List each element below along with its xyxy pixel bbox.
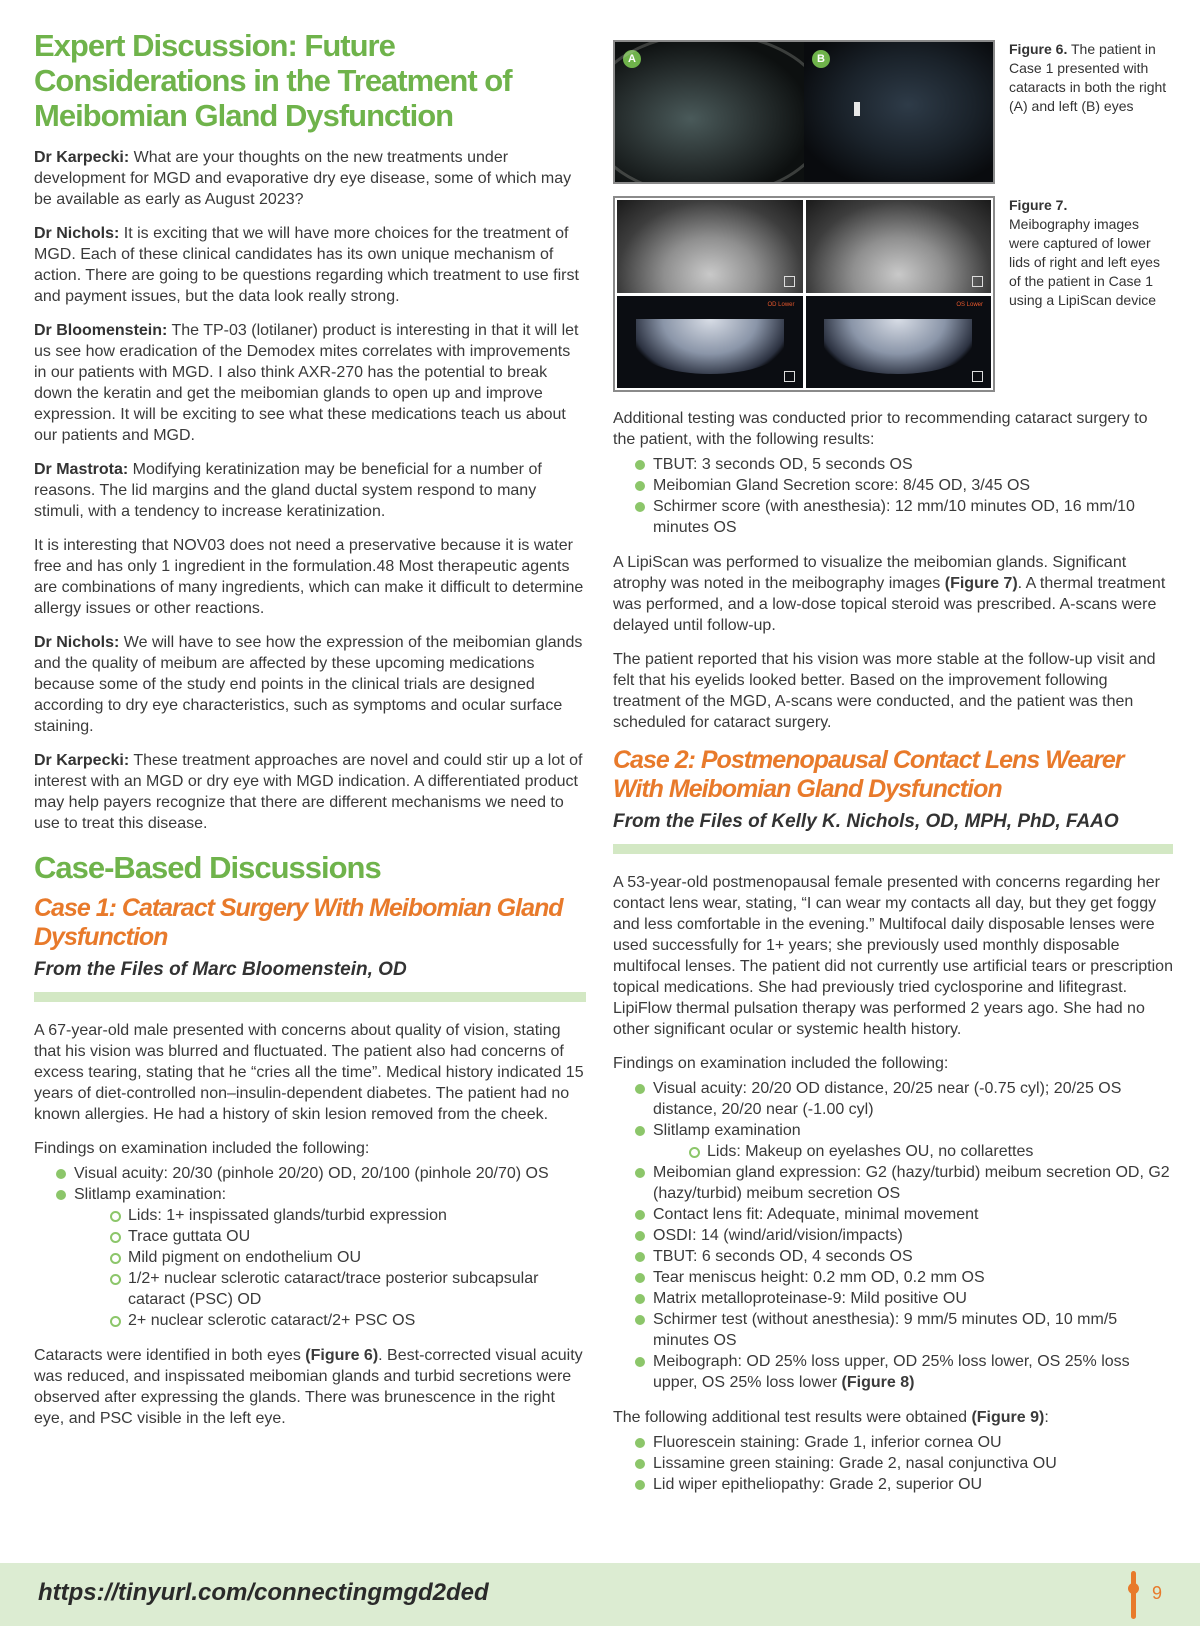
- sub-list-item: Mild pigment on endothelium OU: [110, 1247, 586, 1268]
- sub-list-item: Trace guttata OU: [110, 1226, 586, 1247]
- left-column: [34, 28, 586, 1442]
- sub-list-item: Lids: 1+ inspissated glands/turbid expression: [110, 1205, 586, 1226]
- list-item: Slitlamp examination Lids: Makeup on eyelashes OU, no collarettes: [635, 1120, 1173, 1162]
- speaker-name: Dr Karpecki:: [34, 149, 130, 166]
- figure-reference: (Figure 9): [971, 1409, 1045, 1426]
- figure-reference: (Figure 6): [305, 1347, 379, 1364]
- discussion-paragraph: Dr Nichols: It is exciting that we will have more choices for the treatment of MGD. Each of these clinical candidates has its own unique mechanism of action. There are going to be questions regarding which treatment to use first and payment issues, but the data look really strong.: [34, 225, 579, 305]
- brand-mark-icon: [1131, 1571, 1136, 1619]
- list-item: Visual acuity: 20/30 (pinhole 20/20) OD, 20/100 (pinhole 20/70) OS: [56, 1163, 586, 1184]
- list-item: Schirmer test (without anesthesia): 9 mm/5 minutes OD, 10 mm/5 minutes OS: [635, 1309, 1173, 1351]
- list-item: Matrix metalloproteinase-9: Mild positive OU: [635, 1288, 1173, 1309]
- figure-reference: (Figure 8): [841, 1374, 915, 1391]
- list-item: Lissamine green staining: Grade 2, nasal conjunctiva OU: [635, 1453, 1173, 1474]
- eye-photo-left: [804, 42, 993, 182]
- badge-b: B: [812, 50, 830, 68]
- case-intro: A 53-year-old postmenopausal female presented with concerns regarding her contact lens wear, stating, “I can wear my contacts all day, but they get foggy and less comfortable in the evening.” Multifocal daily disposable lenses were used successfully for 1+ years; she previously used monthly disposable multifocal lenses. The patient did not currently use artificial tears or prescription topical medications. She had previously tried cyclosporine and lifitegrast. LipiFlow thermal pulsation therapy was performed 2 years ago. She had no other significant ocular or systemic health history.: [613, 874, 1173, 1038]
- lipiscan-paragraph: A LipiScan was performed to visualize the meibomian glands. Significant atrophy was noted in the meibography images (Figure 7). A thermal treatment was performed, and a low-dose topical steroid was prescribed. A-scans were delayed until follow-up.: [613, 554, 1166, 634]
- findings-label: Findings on examination included the following:: [613, 1055, 949, 1072]
- findings-list: [613, 1078, 1173, 1393]
- list-item: Meibomian gland expression: G2 (hazy/turbid) meibum secretion OD, G2 (hazy/turbid) meibum secretion OS: [635, 1162, 1173, 1204]
- eye-photo-right: [615, 42, 804, 182]
- right-column: [613, 40, 1173, 1509]
- testing-list: [613, 454, 1173, 538]
- sub-list-item: Lids: Makeup on eyelashes OU, no collarettes: [689, 1141, 1173, 1162]
- case-intro: A 67-year-old male presented with concerns about quality of vision, stating that his vision was blurred and fluctuated. The patient also had concerns of excess tearing, stating that he “cries all the time”. Medical history indicated 15 years of diet-controlled non–insulin-dependent diabetes. The patient had no known allergies. He had a history of skin lesion removed from the cheek.: [34, 1022, 584, 1123]
- list-item: Contact lens fit: Adequate, minimal movement: [635, 1204, 1173, 1225]
- figure-6-image: [613, 40, 995, 184]
- figure-reference: (Figure 7): [944, 575, 1018, 592]
- list-item: TBUT: 6 seconds OD, 4 seconds OS: [635, 1246, 1173, 1267]
- discussion-paragraph: It is interesting that NOV03 does not need a preservative because it is water free and has only 1 ingredient in the formulation.48 Most therapeutic agents are combinations of many ingredients, which can make it difficult to determine allergy issues or other reactions.: [34, 537, 584, 617]
- speaker-name: Dr Mastrota:: [34, 461, 129, 478]
- discussion-paragraph: Dr Bloomenstein: The TP-03 (lotilaner) product is interesting in that it will let us see how eradication of the Demodex mites correlates with improvements in our patients with MGD. I also think AXR-270 has the potential to break down the keratin and get the meibomian glands to open up and improve expression. It will be exciting to see what these medications teach us about our patients and MGD.: [34, 322, 579, 444]
- discussion-paragraph: Dr Mastrota: Modifying keratinization may be beneficial for a number of reasons. The lid margins and the gland ductal system respond to many stimuli, with a tendency to increase keratinization.: [34, 461, 542, 520]
- sub-list-item: 1/2+ nuclear sclerotic cataract/trace posterior subcapsular cataract (PSC) OD: [110, 1268, 586, 1310]
- list-item: Tear meniscus height: 0.2 mm OD, 0.2 mm OS: [635, 1267, 1173, 1288]
- expert-discussion: [34, 147, 586, 834]
- list-item: Visual acuity: 20/20 OD distance, 20/25 near (-0.75 cyl); 20/25 OS distance, 20/20 near (-1.00 cyl): [635, 1078, 1173, 1120]
- page-footer: [0, 1563, 1200, 1626]
- case-closing: Cataracts were identified in both eyes (Figure 6). Best-corrected visual acuity was reduced, and inspissated meibomian glands and turbid secretions were observed after expressing the glands. There was brunescence in the right eye, and PSC visible in the left eye.: [34, 1347, 583, 1427]
- list-item: TBUT: 3 seconds OD, 5 seconds OS: [635, 454, 1173, 475]
- list-item: Schirmer score (with anesthesia): 12 mm/10 minutes OD, 16 mm/10 minutes OS: [635, 496, 1173, 538]
- divider: [613, 844, 1173, 854]
- page-title: Expert Discussion: Future Considerations in the Treatment of Meibomian Gland Dysfunction: [34, 28, 512, 133]
- list-item: Fluorescein staining: Grade 1, inferior cornea OU: [635, 1432, 1173, 1453]
- sub-list: [653, 1141, 1173, 1162]
- figure-6-caption: Figure 6. The patient in Case 1 presented with cataracts in both the right (A) and left (B) eyes: [1009, 41, 1167, 114]
- meibography-upper-left: [617, 200, 803, 293]
- discussion-paragraph: Dr Karpecki: What are your thoughts on the new treatments under development for MGD and evaporative dry eye disease, some of which may be available as early as August 2023?: [34, 149, 572, 208]
- meibography-upper-right: [806, 200, 992, 293]
- case-author: From the Files of Marc Bloomenstein, OD: [34, 959, 407, 980]
- list-item: Lid wiper epitheliopathy: Grade 2, superior OU: [635, 1474, 1173, 1495]
- sub-list-item: 2+ nuclear sclerotic cataract/2+ PSC OS: [110, 1310, 586, 1331]
- meibography-os-lower: OS Lower: [806, 296, 992, 389]
- sub-list: [74, 1205, 586, 1331]
- findings-label: Findings on examination included the following:: [34, 1140, 370, 1157]
- testing-intro: Additional testing was conducted prior to recommending cataract surgery to the patient, with the following results:: [613, 410, 1148, 448]
- list-item: Meibomian Gland Secretion score: 8/45 OD, 3/45 OS: [635, 475, 1173, 496]
- speaker-name: Dr Nichols:: [34, 634, 120, 651]
- meibography-od-lower: OD Lower: [617, 296, 803, 389]
- section-title: Case-Based Discussions: [34, 850, 381, 885]
- list-item: Meibograph: OD 25% loss upper, OD 25% loss lower, OS 25% loss upper, OS 25% loss lower (Figure 8): [635, 1351, 1173, 1393]
- divider: [34, 992, 586, 1002]
- figure-6: [613, 40, 1173, 184]
- page-number: 9: [1152, 1583, 1163, 1603]
- followup-paragraph: The patient reported that his vision was more stable at the follow-up visit and felt that his eyelids looked better. Based on the improvement following treatment of the MGD, A-scans were conducted, and the patient was then scheduled for cataract surgery.: [613, 651, 1156, 731]
- additional-tests-list: [613, 1432, 1173, 1495]
- figure-7: [613, 196, 1173, 392]
- case-title: Case 1: Cataract Surgery With Meibomian Gland Dysfunction: [34, 894, 563, 951]
- discussion-paragraph: Dr Nichols: We will have to see how the expression of the meibomian glands and the quality of meibum are affected by these upcoming medications because some of the study end points in the clinical trials are designed according to dry eye characteristics, such as symptoms and ocular surface staining.: [34, 634, 583, 735]
- figure-7-caption: Figure 7. Meibography images were captured of lower lids of right and left eyes of the patient in Case 1 using a LipiScan device: [1009, 197, 1160, 308]
- discussion-paragraph: Dr Karpecki: These treatment approaches are novel and could stir up a lot of interest with an MGD or dry eye with MGD indication. A differentiated product may help payers recognize that there are different mechanisms we need to use to treat this disease.: [34, 752, 583, 832]
- footer-link[interactable]: https://tinyurl.com/connectingmgd2ded: [38, 1579, 489, 1606]
- speaker-name: Dr Bloomenstein:: [34, 322, 168, 339]
- speaker-name: Dr Karpecki:: [34, 752, 130, 769]
- badge-a: A: [623, 50, 641, 68]
- findings-list: [34, 1163, 586, 1331]
- figure-7-image: [613, 196, 995, 392]
- additional-tests-intro: The following additional test results were obtained (Figure 9):: [613, 1409, 1049, 1426]
- case-1: [34, 894, 586, 1429]
- list-item: OSDI: 14 (wind/arid/vision/impacts): [635, 1225, 1173, 1246]
- list-item: Slitlamp examination: Lids: 1+ inspissated glands/turbid expression Trace guttata OU Mild pigment on endothelium OU 1/2+ nuclear sclerotic cataract/trace posterior subcapsular cataract (PSC) OD 2+ nuclear sclerotic cataract/2+ PSC OS: [56, 1184, 586, 1331]
- case-title: Case 2: Postmenopausal Contact Lens Wearer With Meibomian Gland Dysfunction: [613, 746, 1124, 803]
- case-2: [613, 746, 1173, 1495]
- case-author: From the Files of Kelly K. Nichols, OD, MPH, PhD, FAAO: [613, 811, 1119, 832]
- speaker-name: Dr Nichols:: [34, 225, 120, 242]
